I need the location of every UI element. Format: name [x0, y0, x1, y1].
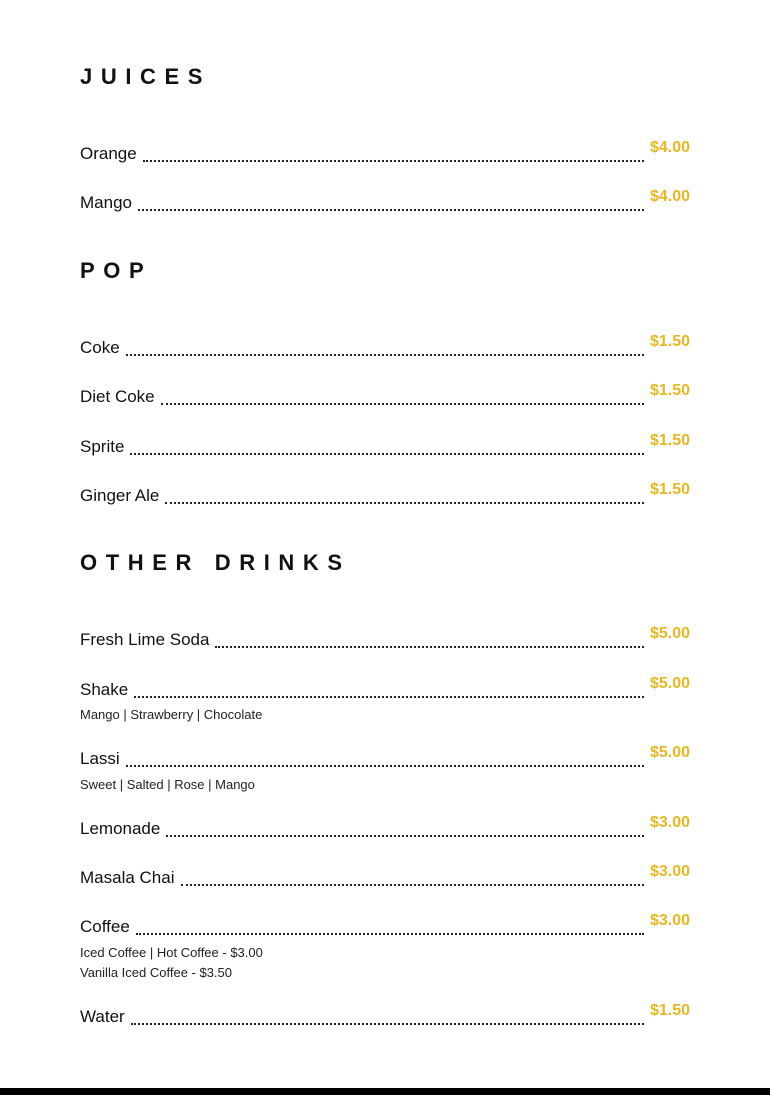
dotted-leader [166, 835, 644, 837]
menu-item-diet-coke [80, 383, 690, 407]
item-name: Masala Chai [80, 868, 175, 887]
menu-item-masala-chai [80, 864, 690, 888]
item-price: $3.00 [649, 814, 690, 831]
section-title-juices: JUICES [80, 64, 212, 89]
item-name: Coffee [80, 917, 130, 936]
menu-item-orange [80, 140, 690, 164]
dotted-leader [126, 765, 644, 767]
item-name: Diet Coke [80, 387, 155, 406]
item-note-coffee-2: Vanilla Iced Coffee - $3.50 [80, 965, 233, 980]
menu-item-sprite [80, 433, 690, 457]
item-price: $5.00 [649, 744, 690, 761]
item-price: $3.00 [649, 912, 690, 929]
item-price: $1.50 [649, 382, 690, 399]
menu-item-coke [80, 334, 690, 358]
item-note-lassi: Sweet | Salted | Rose | Mango [80, 777, 255, 792]
menu-item-mango [80, 189, 690, 213]
menu-item-lassi [80, 745, 690, 769]
item-price: $1.50 [649, 333, 690, 350]
item-name: Fresh Lime Soda [80, 630, 210, 649]
footer-bar [0, 1088, 770, 1095]
menu-item-coffee [80, 913, 690, 937]
dotted-leader [126, 354, 644, 356]
item-price: $1.50 [649, 481, 690, 498]
menu-item-water [80, 1003, 690, 1027]
dotted-leader [138, 209, 644, 211]
item-price: $3.00 [649, 863, 690, 880]
item-name: Water [80, 1007, 125, 1026]
menu-item-fresh-lime-soda [80, 626, 690, 650]
menu-item-lemonade [80, 815, 690, 839]
item-price: $1.50 [649, 432, 690, 449]
item-name: Orange [80, 144, 137, 163]
section-title-other-drinks: OTHER DRINKS [80, 550, 351, 575]
item-price: $4.00 [649, 188, 690, 205]
item-name: Mango [80, 193, 132, 212]
dotted-leader [181, 884, 644, 886]
item-price: $4.00 [649, 139, 690, 156]
item-name: Coke [80, 338, 120, 357]
item-name: Lemonade [80, 819, 161, 838]
item-note-shake: Mango | Strawberry | Chocolate [80, 707, 263, 722]
item-price: $5.00 [649, 675, 690, 692]
dotted-leader [165, 502, 644, 504]
dotted-leader [136, 933, 644, 935]
section-title-pop: POP [80, 258, 153, 283]
dotted-leader [161, 403, 644, 405]
item-price: $1.50 [649, 1002, 690, 1019]
dotted-leader [131, 1023, 644, 1025]
item-name: Sprite [80, 437, 125, 456]
menu-item-shake [80, 676, 690, 700]
item-name: Shake [80, 680, 129, 699]
dotted-leader [143, 160, 644, 162]
item-note-coffee-1: Iced Coffee | Hot Coffee - $3.00 [80, 945, 263, 960]
item-name: Ginger Ale [80, 486, 160, 505]
dotted-leader [215, 646, 644, 648]
dotted-leader [134, 696, 644, 698]
menu-item-ginger-ale [80, 482, 690, 506]
item-name: Lassi [80, 749, 120, 768]
dotted-leader [130, 453, 644, 455]
item-price: $5.00 [649, 625, 690, 642]
